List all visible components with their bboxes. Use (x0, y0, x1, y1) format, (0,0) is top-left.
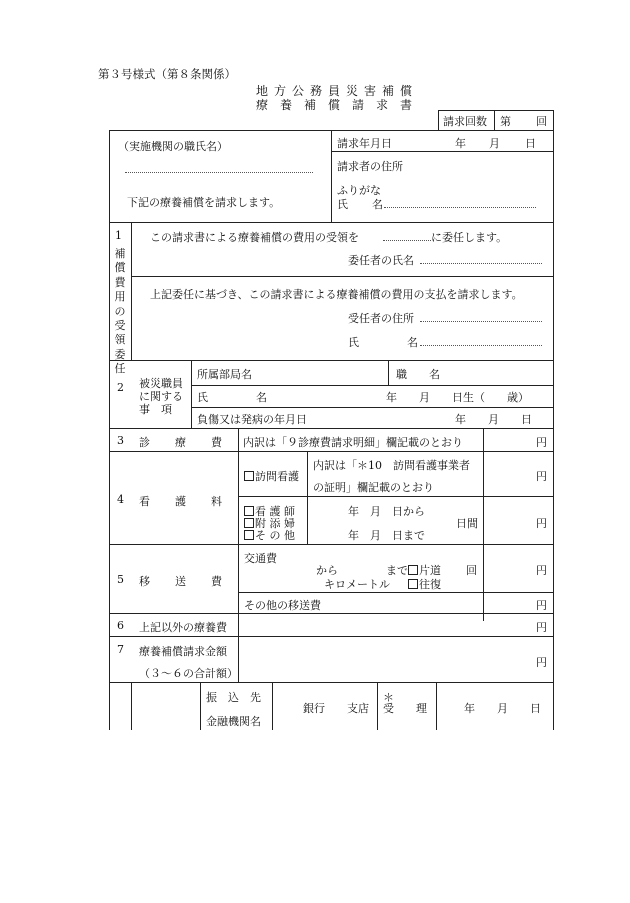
section2-label-line3: 事 項 (139, 403, 172, 416)
delegate-text-a: この請求書による療養補償の費用の受領を (150, 231, 359, 244)
section6-number: 6 (117, 619, 124, 632)
section4-number: 4 (117, 493, 124, 506)
section3-unit: 円 (536, 436, 547, 449)
round-trip-label: 往復 (419, 578, 441, 591)
claim-no-suffix: 回 (536, 115, 547, 128)
visit-detail-line2: の証明」欄記載のとおり (313, 481, 434, 494)
transfer-label-line2: 金融機関名 (206, 715, 261, 728)
one-way-label: 片道 (419, 564, 441, 577)
section5-label: 移 送 費 (139, 575, 223, 588)
delegator-name-label: 委任者の氏名 (348, 254, 414, 267)
section3-number: 3 (117, 434, 124, 447)
km-label: キロメートル (324, 578, 390, 591)
nursing-fee-unit: 円 (536, 517, 547, 530)
delegate-input-line[interactable] (383, 240, 431, 241)
visit-nursing-checkbox[interactable] (244, 471, 254, 481)
section6-label: 上記以外の療養費 (139, 621, 227, 634)
victim-name-label-2: 名 (256, 391, 267, 404)
attendant-label: 附 添 婦 (255, 517, 295, 530)
claim-date-month: 月 (489, 137, 500, 150)
section5-number: 5 (117, 573, 124, 586)
asterisk-mark: ＊ (383, 691, 394, 704)
agent-name-label-1: 氏 (348, 336, 359, 349)
section2-number: 2 (117, 381, 124, 394)
branch-label: 支店 (347, 702, 369, 715)
claim-date-day: 日 (525, 137, 536, 150)
nurse-label: 看 護 師 (255, 505, 295, 518)
form-title-line1: 地方公務員災害補償 (256, 84, 419, 98)
section2-label-line2: に関する (139, 390, 183, 403)
claim-count-label: 請求回数 (443, 115, 487, 128)
visit-nursing-label: 訪問看護 (255, 470, 299, 483)
claim-date-label: 請求年月日 (337, 137, 392, 150)
receipt-label: 受 理 (383, 702, 427, 715)
section7-number: 7 (117, 643, 124, 656)
receipt-date-text: 年 月 日 (464, 702, 541, 715)
transport-unit: 円 (536, 564, 547, 577)
delegator-name-input-line[interactable] (420, 263, 542, 264)
nursing-to-date: 年 月 日まで (348, 529, 425, 542)
victim-name-label-1: 氏 (197, 391, 208, 404)
delegate-text-b: に委任します。 (431, 231, 508, 244)
other-option[interactable] (244, 527, 295, 543)
furigana-label: ふりがな (337, 184, 381, 197)
request-text: 下記の療養補償を請求します。 (127, 196, 281, 209)
section4-label: 看 護 料 (139, 495, 223, 508)
bank-label: 銀行 (303, 702, 325, 715)
section7-label-line2: （３～６の合計額） (139, 667, 238, 680)
injury-date-text: 年 月 日 (455, 413, 532, 426)
claimant-name-label-2: 名 (372, 198, 383, 211)
other-transport-label: その他の移送費 (244, 599, 321, 612)
section1-side-label: 補償費用の受領委任 (114, 247, 126, 376)
form-number: 第３号様式（第８条関係） (98, 67, 236, 81)
claimant-address-label: 請求者の住所 (337, 160, 403, 173)
section6-unit: 円 (536, 621, 547, 634)
transfer-label-line1: 振 込 先 (206, 691, 261, 704)
claimant-name-input-line[interactable] (384, 207, 536, 208)
agent-name-label-2: 名 (407, 336, 418, 349)
other-transport-unit: 円 (536, 599, 547, 612)
birth-date-text: 年 月 日生（ 歳） (386, 391, 529, 404)
position-label: 職 名 (396, 368, 440, 381)
visit-detail-line1: 内訳は「＊10 訪問看護事業者 (313, 459, 470, 472)
transport-from-label: から (316, 564, 338, 577)
injury-date-label: 負傷又は発病の年月日 (197, 413, 307, 426)
dept-label: 所属部局名 (197, 368, 252, 381)
agent-address-label: 受任者の住所 (348, 312, 414, 325)
agent-address-input-line[interactable] (420, 321, 542, 322)
section7-unit: 円 (536, 656, 547, 669)
section3-detail: 内訳は「９診療費請求明細」欄記載のとおり (243, 436, 463, 449)
institution-label: （実施機関の職氏名） (118, 140, 228, 153)
nursing-from-date: 年 月 日から (348, 505, 425, 518)
one-way-checkbox[interactable] (408, 565, 418, 575)
institution-input-line[interactable] (125, 172, 313, 173)
nursing-days-label: 日間 (456, 517, 478, 530)
claimant-name-label-1: 氏 (337, 198, 348, 211)
transport-to-label: まで (386, 564, 408, 577)
section2-label-line1: 被災職員 (139, 377, 183, 390)
times-label: 回 (466, 564, 477, 577)
other-label: そ の 他 (255, 529, 295, 542)
form-title-line2: 療養補償請求書 (256, 98, 425, 112)
other-checkbox[interactable] (244, 530, 254, 540)
section3-label: 診 療 費 (139, 436, 223, 449)
round-trip-option[interactable] (408, 576, 441, 592)
section1-number: 1 (115, 229, 122, 242)
visit-nursing-option[interactable] (244, 468, 299, 484)
agent-name-input-line[interactable] (420, 345, 542, 346)
section7-label-line1: 療養補償請求金額 (139, 645, 227, 658)
transport-label: 交通費 (244, 552, 277, 565)
round-trip-checkbox[interactable] (408, 579, 418, 589)
based-request-text: 上記委任に基づき、この請求書による療養補償の費用の支払を請求します。 (150, 288, 523, 301)
claim-date-year: 年 (455, 137, 466, 150)
visit-nursing-unit: 円 (536, 470, 547, 483)
claim-no-prefix: 第 (500, 115, 511, 128)
